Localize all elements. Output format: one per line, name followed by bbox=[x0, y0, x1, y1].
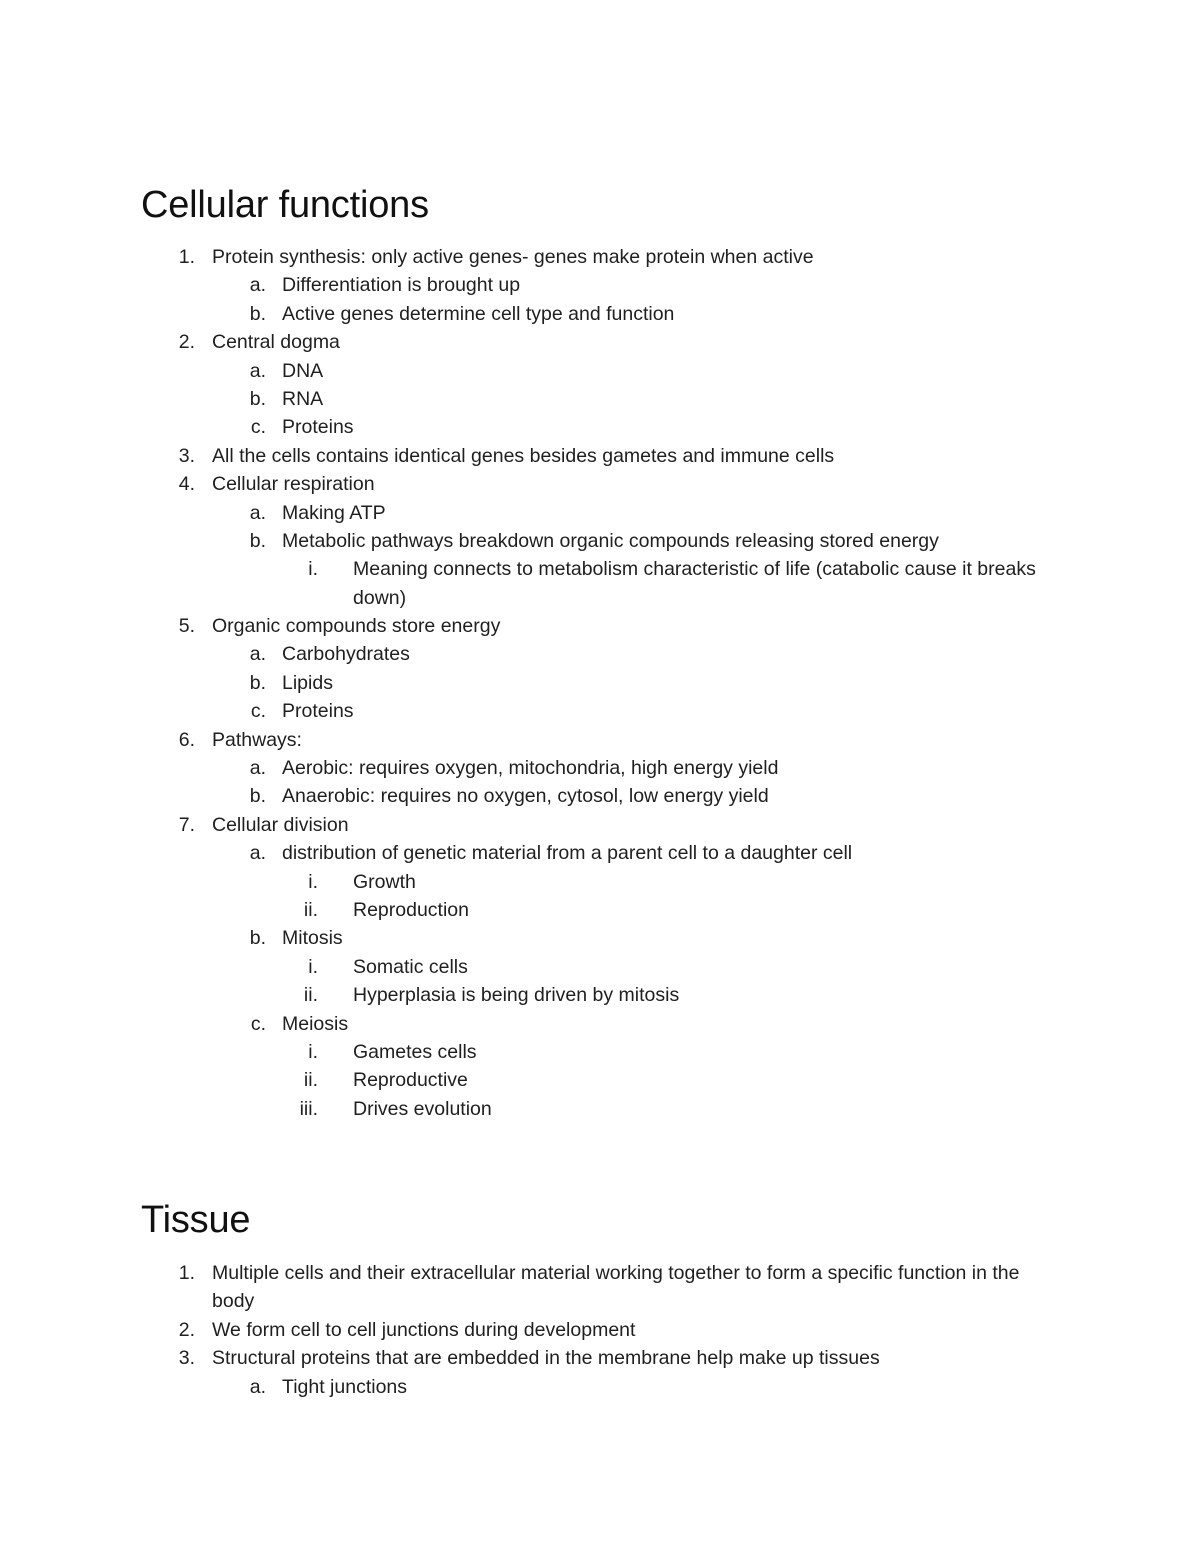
list-item bbox=[0, 811, 1200, 839]
list-item-text: Active genes determine cell type and function bbox=[282, 302, 675, 325]
list-item bbox=[0, 1259, 1200, 1316]
list-item-text: Carbohydrates bbox=[282, 643, 410, 666]
list-item bbox=[0, 726, 1200, 754]
list-item-marker: c. bbox=[250, 700, 266, 723]
list-item-marker: i. bbox=[308, 558, 318, 581]
list-item bbox=[0, 953, 1200, 981]
list-item-marker: a. bbox=[249, 1375, 266, 1398]
list-item bbox=[0, 896, 1200, 924]
list-item bbox=[0, 669, 1200, 697]
list-item-marker: ii. bbox=[303, 1069, 318, 1092]
list-item-text: Reproductive bbox=[353, 1069, 468, 1092]
list-item bbox=[0, 981, 1200, 1009]
list-item-marker: b. bbox=[249, 671, 266, 694]
list-item-text: Drives evolution bbox=[353, 1097, 492, 1120]
list-item-marker: i. bbox=[308, 955, 318, 978]
list-item-text: distribution of genetic material from a parent cell to a daughter cell bbox=[282, 842, 853, 865]
list-item-marker: 5. bbox=[178, 615, 195, 638]
list-item-marker: b. bbox=[249, 387, 266, 410]
list-item-text: Gametes cells bbox=[353, 1040, 477, 1063]
list-item bbox=[0, 924, 1200, 952]
list-item-text: Hyperplasia is being driven by mitosis bbox=[353, 984, 680, 1007]
cellular-functions-list bbox=[0, 243, 1200, 1123]
list-item bbox=[0, 271, 1200, 299]
list-item-marker: iii. bbox=[299, 1097, 318, 1120]
list-item-text: We form cell to cell junctions during development bbox=[212, 1318, 636, 1341]
list-item-marker: 2. bbox=[178, 1318, 195, 1341]
list-item bbox=[0, 243, 1200, 271]
section-heading-cellular-functions: Cellular functions bbox=[141, 184, 429, 226]
list-item-text: Differentiation is brought up bbox=[282, 274, 521, 297]
list-item-text: Meiosis bbox=[282, 1012, 349, 1035]
list-item-text: Structural proteins that are embedded in the membrane help make up tissues bbox=[212, 1347, 880, 1370]
list-item-marker: 6. bbox=[178, 728, 195, 751]
list-item bbox=[0, 413, 1200, 441]
list-item-text: Aerobic: requires oxygen, mitochondria, high energy yield bbox=[282, 757, 779, 780]
list-item-text: Lipids bbox=[282, 671, 333, 694]
list-item-marker: ii. bbox=[303, 984, 318, 1007]
list-item bbox=[0, 385, 1200, 413]
list-item-marker: 3. bbox=[178, 1347, 195, 1370]
list-item-marker: b. bbox=[249, 927, 266, 950]
list-item-marker: b. bbox=[249, 785, 266, 808]
list-item bbox=[0, 1066, 1200, 1094]
list-item bbox=[0, 555, 1200, 612]
list-item-marker: c. bbox=[250, 1012, 266, 1035]
list-item-marker: i. bbox=[308, 1040, 318, 1063]
list-item-marker: b. bbox=[249, 302, 266, 325]
list-item bbox=[0, 1038, 1200, 1066]
list-item bbox=[0, 357, 1200, 385]
list-item-marker: ii. bbox=[303, 899, 318, 921]
list-item-marker: a. bbox=[249, 643, 266, 666]
list-item-text: Multiple cells and their extracellular material working together to form a specific function in the body bbox=[212, 1262, 1020, 1313]
list-item-text: Somatic cells bbox=[353, 955, 468, 978]
list-item bbox=[0, 640, 1200, 668]
section-heading-tissue: Tissue bbox=[141, 1199, 251, 1241]
list-item bbox=[0, 612, 1200, 640]
list-item-text: Protein synthesis: only active genes- genes make protein when active bbox=[212, 246, 814, 268]
list-item-marker: 1. bbox=[178, 246, 195, 268]
list-item-text: DNA bbox=[282, 359, 324, 382]
list-item bbox=[0, 328, 1200, 356]
list-item bbox=[0, 1095, 1200, 1123]
list-item-text: Proteins bbox=[282, 416, 354, 439]
list-item-text: Anaerobic: requires no oxygen, cytosol, low energy yield bbox=[282, 785, 769, 808]
list-item-text: Cellular respiration bbox=[212, 473, 375, 496]
list-item-marker: a. bbox=[249, 359, 266, 382]
list-item-marker: c. bbox=[250, 416, 266, 439]
list-item bbox=[0, 782, 1200, 810]
list-item-marker: a. bbox=[249, 757, 266, 780]
list-item-text: Proteins bbox=[282, 700, 354, 723]
list-item-marker: 4. bbox=[178, 473, 195, 496]
list-item bbox=[0, 470, 1200, 498]
list-item bbox=[0, 839, 1200, 867]
list-item-text: Metabolic pathways breakdown organic compounds releasing stored energy bbox=[282, 529, 939, 552]
list-item bbox=[0, 442, 1200, 470]
list-item-marker: 3. bbox=[178, 444, 195, 467]
list-item bbox=[0, 1010, 1200, 1038]
list-item-marker: a. bbox=[249, 501, 266, 524]
list-item-text: Organic compounds store energy bbox=[212, 615, 501, 638]
list-item-text: Pathways: bbox=[212, 728, 302, 751]
tissue-list bbox=[0, 1259, 1200, 1401]
list-item-text: Making ATP bbox=[282, 501, 386, 524]
list-item-text: All the cells contains identical genes besides gametes and immune cells bbox=[212, 444, 835, 467]
list-item bbox=[0, 868, 1200, 896]
list-item-text: Growth bbox=[353, 870, 416, 893]
list-item bbox=[0, 697, 1200, 725]
list-item-text: Tight junctions bbox=[282, 1375, 408, 1398]
list-item-text: Meaning connects to metabolism characteristic of life (catabolic cause it breaks down) bbox=[353, 558, 1036, 609]
list-item-marker: 2. bbox=[178, 331, 195, 354]
list-item-marker: i. bbox=[308, 870, 318, 893]
list-item-marker: a. bbox=[249, 274, 266, 297]
list-item-marker: 7. bbox=[178, 813, 195, 836]
list-item-text: Cellular division bbox=[212, 813, 349, 836]
list-item-text: RNA bbox=[282, 387, 324, 410]
list-item bbox=[0, 1373, 1200, 1401]
list-item bbox=[0, 1344, 1200, 1372]
list-item bbox=[0, 300, 1200, 328]
list-item-marker: a. bbox=[249, 842, 266, 865]
list-item-marker: b. bbox=[249, 529, 266, 552]
list-item bbox=[0, 527, 1200, 555]
list-item bbox=[0, 754, 1200, 782]
list-item-text: Reproduction bbox=[353, 899, 469, 921]
list-item bbox=[0, 1316, 1200, 1344]
list-item-text: Mitosis bbox=[282, 927, 343, 950]
list-item bbox=[0, 499, 1200, 527]
list-item-marker: 1. bbox=[178, 1262, 195, 1284]
list-item-text: Central dogma bbox=[212, 331, 340, 354]
